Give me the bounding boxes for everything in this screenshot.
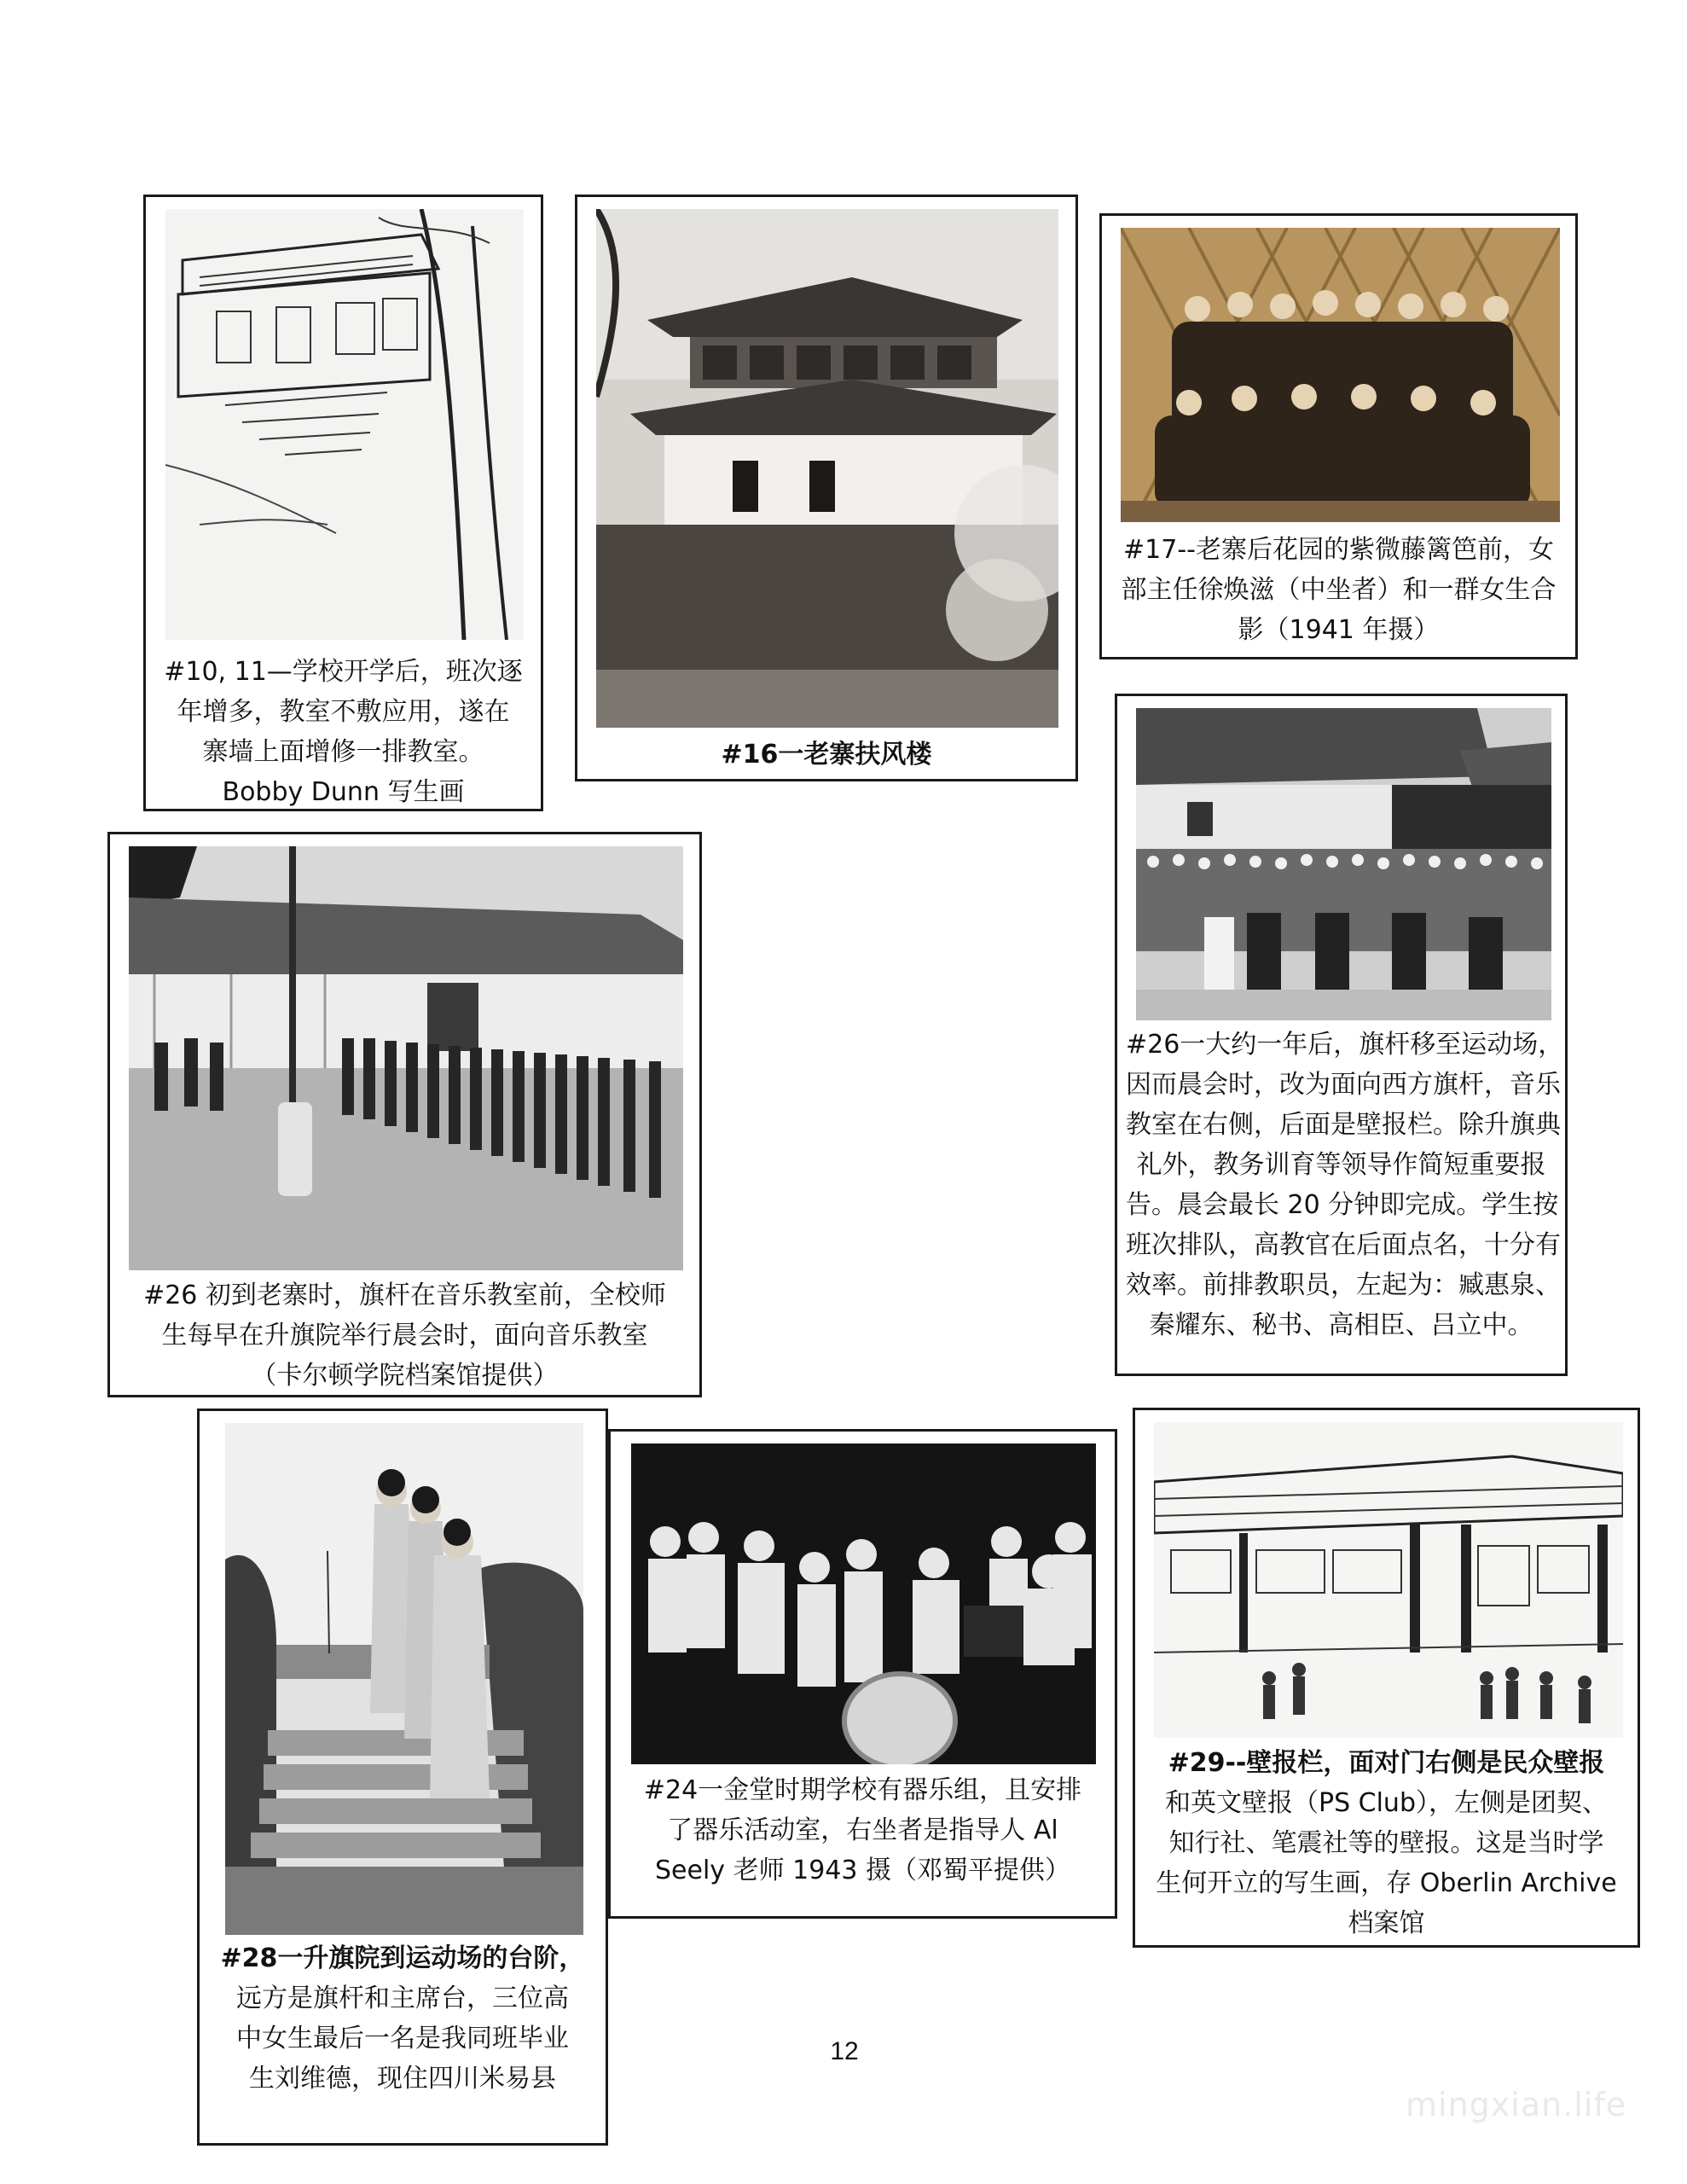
tower-photo-image [596, 209, 1058, 728]
figure-26-left [107, 832, 702, 1397]
watermark-text: mingxian.life [1406, 2086, 1627, 2123]
steps-girls-photo-image [225, 1423, 583, 1935]
figure-29-caption: #29--壁报栏，面对门右侧是民众壁报 和英文壁报（PS Club），左侧是团契、 知行社、笔震社等的壁报。这是当时学 生何开立的写生画，存 Oberlin Archive 档案馆 [1156, 1748, 1617, 1938]
morning-assembly-photo-image [1136, 708, 1551, 1020]
flagpole-courtyard-photo-image [129, 846, 683, 1270]
figure-17-caption: #17--老寨后花园的紫微藤篱笆前，女 部主任徐焕滋（中坐者）和一群女生合 影（1941 年摄） [1121, 535, 1557, 645]
figure-26-left-caption: #26 初到老寨时，旗杆在音乐教室前，全校师 生每早在升旗院举行晨会时，面向音乐教室 （卡尔顿学院档案馆提供） [143, 1281, 666, 1391]
figure-17 [1099, 213, 1578, 659]
figure-26-right-caption: #26一大约一年后，旗杆移至运动场， 因而晨会时，改为面向西方旗杆，音乐 教室在右侧，后面是壁报栏。除升旗典 礼外，教务训育等领导作简短重要报 告。晨会最长 20 分钟即完成。学生按 班次排队，高教官在后面点名，十分有 效率。前排教职员，左起为：臧惠泉、 秦耀东、秘书、高相臣、吕立中。 [1126, 1030, 1564, 1340]
figure-16-caption: #16一老寨扶风楼 [721, 740, 932, 770]
music-group-photo-image [631, 1443, 1096, 1764]
figure-10-11-caption: #10, 11—学校开学后，班次逐 年增多，教室不敷应用，遂在 寨墙上面增修一排教室。 Bobby Dunn 写生画 [164, 657, 523, 807]
page-number: 12 [830, 2037, 859, 2065]
figure-16 [575, 195, 1078, 781]
figure-24 [608, 1429, 1117, 1919]
figure-26-right [1115, 694, 1568, 1376]
girls-group-photo-image [1121, 228, 1560, 522]
figure-10-11 [143, 195, 543, 811]
figure-28-caption: #28一升旗院到运动场的台阶， 远方是旗杆和主席台，三位高 中女生最后一名是我同班毕业 生刘维德，现住四川米易县 [220, 1943, 585, 2094]
figure-29 [1133, 1408, 1640, 1948]
figure-28 [197, 1409, 608, 2146]
sketch-classrooms-image [165, 209, 524, 640]
figure-24-caption: #24一金堂时期学校有器乐组，且安排 了器乐活动室，右坐者是指导人 Al Seely 老师 1943 摄（邓蜀平提供） [643, 1775, 1082, 1885]
wall-newspaper-sketch-image [1154, 1422, 1623, 1738]
